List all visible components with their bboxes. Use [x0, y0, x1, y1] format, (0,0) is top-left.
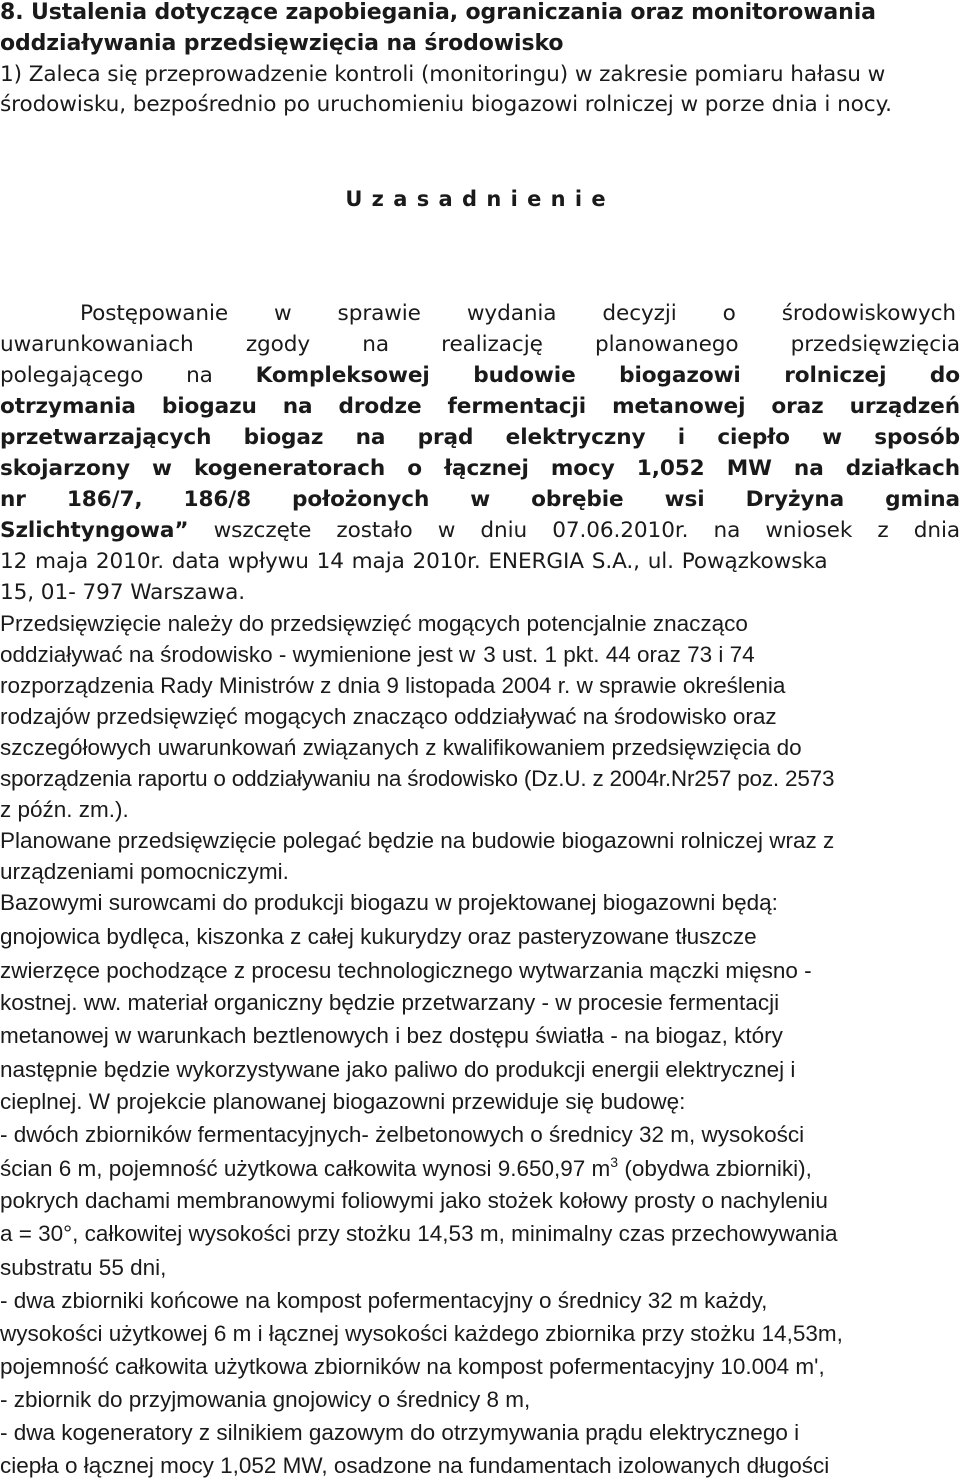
project-name-end: Szlichtyngowa” — [0, 518, 189, 543]
list-item-1-line-5: substratu 55 dni, — [0, 1255, 167, 1280]
paragraph-2-line-1: Przedsięwzięcie należy do przedsięwzięć mogących potencjalnie znacząco — [0, 611, 748, 636]
paragraph-2-line-7: z późn. zm.). — [0, 797, 129, 822]
paragraph-4-line-7: cieplnej. W projekcie planowanej biogazowni przewiduje się budowę: — [0, 1089, 686, 1114]
list-item-4-line-2: ciepła o łącznej mocy 1,052 MW, osadzone na fundamentach izolowanych długości — [0, 1453, 830, 1478]
paragraph-2-line-2 — [0, 640, 960, 670]
paragraph-2-line-6: sporządzenia raportu o oddziaływaniu na środowisko (Dz.U. z 2004r.Nr257 poz. 2573 — [0, 766, 835, 791]
paragraph-4-line-4: kostnej. ww. materiał organiczny będzie przetwarzany - w procesie fermentacji — [0, 990, 780, 1015]
paragraph-1-line-2: uwarunkowaniach zgody na realizację planowanego przedsięwzięcia — [0, 332, 960, 357]
paragraph-1-line-3-text: polegającego na — [0, 363, 256, 388]
paragraph-1-line-10: 15, 01- 797 Warszawa. — [0, 580, 245, 605]
list-item-1-line-2-text-a: ścian 6 m, pojemność użytkowa całkowita wynosi 9.650,97 m — [0, 1156, 611, 1181]
paragraph-4-line-2: gnojowica bydlęca, kiszonka z całej kukurydzy oraz pasteryzowane tłuszcze — [0, 924, 757, 949]
list-item-4-line-1: - dwa kogeneratory z silnikiem gazowym do otrzymywania prądu elektrycznego i — [0, 1420, 800, 1445]
justification-title: U z a s a d n i e n i e — [345, 187, 607, 211]
list-item-3-line-1: - zbiornik do przyjmowania gnojowicy o średnicy 8 m, — [0, 1387, 531, 1412]
paragraph-1-line-5: przetwarzających biogaz na prąd elektryczny i ciepło w sposób — [0, 425, 960, 450]
paragraph-1-line-3 — [0, 361, 960, 391]
paragraph-1-line-1: Postępowanie w sprawie wydania decyzji o środowiskowych — [80, 301, 956, 326]
paragraph-2-line-5: szczegółowych uwarunkowań związanych z kwalifikowaniem przedsięwzięcia do — [0, 735, 802, 760]
list-item-2-line-1: - dwa zbiorniki końcowe na kompost pofermentacyjny o średnicy 32 m każdy, — [0, 1288, 768, 1313]
list-item-1-line-3: pokrych dachami membranowymi foliowymi jako stożek kołowy prosty o nachyleniu — [0, 1188, 828, 1213]
section-heading-line-1: 8. Ustalenia dotyczące zapobiegania, ograniczania oraz monitorowania — [0, 0, 876, 25]
paragraph-3-line-1: Planowane przedsięwzięcie polegać będzie na budowie biogazowni rolniczej wraz z — [0, 828, 835, 853]
paragraph-4-line-1: Bazowymi surowcami do produkcji biogazu w projektowanej biogazowni będą: — [0, 890, 778, 915]
paragraph-1-line-4: otrzymania biogazu na drodze fermentacji metanowej oraz urządzeń — [0, 394, 960, 419]
list-item-2-line-2: wysokości użytkowej 6 m i łącznej wysokości każdego zbiornika przy stożku 14,53m, — [0, 1321, 843, 1346]
cubic-superscript: 3 — [610, 1154, 619, 1170]
paragraph-2-line-4: rodzajów przedsięwzięć mogących znacząco oddziaływać na środowisko oraz — [0, 704, 777, 729]
paragraph-1-line-6: skojarzony w kogeneratorach o łącznej mocy 1,052 MW na działkach — [0, 456, 960, 481]
paragraph-4-line-5: metanowej w warunkach beztlenowych i bez dostępu światła - na biogaz, który — [0, 1023, 783, 1048]
list-item-1-line-2-text-b: (obydwa zbiorniki), — [618, 1156, 812, 1181]
paragraph-3-line-2: urządzeniami pomocniczymi. — [0, 859, 289, 884]
monitoring-item-line-2: środowisku, bezpośrednio po uruchomieniu biogazowi rolniczej w porze dnia i nocy. — [0, 92, 892, 117]
paragraph-4-line-3: zwierzęce pochodzące z procesu technologicznego wytwarzania mączki mięsno - — [0, 958, 812, 983]
monitoring-item-line-1: 1) Zaleca się przeprowadzenie kontroli (monitoringu) w zakresie pomiaru hałasu w — [0, 62, 886, 87]
paragraph-1-line-8-text: wszczęte zostało w dniu 07.06.2010r. na wniosek z dnia — [188, 518, 960, 543]
paragraph-4-line-6: następnie będzie wykorzystywane jako paliwo do produkcji energii elektrycznej i — [0, 1057, 796, 1082]
project-name-start: Kompleksowej budowie biogazowi rolniczej do — [255, 363, 960, 388]
list-item-1-line-2 — [0, 1154, 960, 1184]
paragraph-1-line-8 — [0, 516, 960, 546]
list-item-1-line-4: a = 30°, całkowitej wysokości przy stożku 14,53 m, minimalny czas przechowywania — [0, 1221, 838, 1246]
paragraph-1-line-9: 12 maja 2010r. data wpływu 14 maja 2010r. ENERGIA S.A., ul. Powązkowska — [0, 549, 828, 574]
list-item-2-line-3: pojemność całkowita użytkowa zbiorników na kompost pofermentacyjny 10.004 m', — [0, 1354, 825, 1379]
paragraph-2-line-2-text-a: oddziaływać na środowisko - wymienione jest w — [0, 642, 476, 667]
paragraph-2-line-2-text-b: 3 ust. 1 pkt. 44 oraz 73 i 74 — [483, 642, 755, 667]
list-item-1-line-1: - dwóch zbiorników fermentacyjnych- żelbetonowych o średnicy 32 m, wysokości — [0, 1122, 805, 1147]
paragraph-2-line-3: rozporządzenia Rady Ministrów z dnia 9 listopada 2004 r. w sprawie określenia — [0, 673, 786, 698]
section-heading-line-2: oddziaływania przedsięwzięcia na środowisko — [0, 31, 564, 56]
paragraph-1-line-7: nr 186/7, 186/8 położonych w obrębie wsi Dryżyna gmina — [0, 487, 960, 512]
